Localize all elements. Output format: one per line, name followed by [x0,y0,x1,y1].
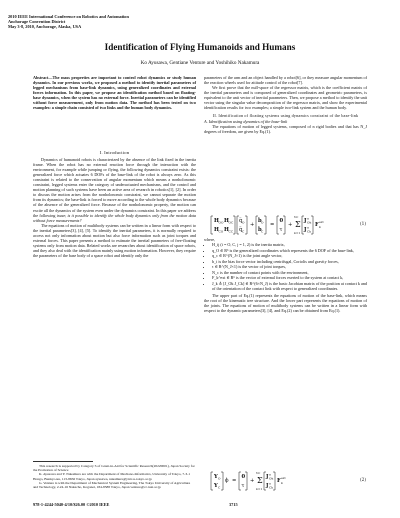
svg-text:Y: Y [214,474,218,480]
svg-text:F: F [315,222,319,228]
equation-1-graphic [210,214,370,236]
conference-header [8,14,129,29]
section-heading-2: II. Identification of floating systems using dynamics constraint of the base-link [212,113,359,119]
header-line-2: Anchorage Convention District [8,19,66,24]
svg-text:T: T [307,226,310,230]
svg-text:b: b [258,218,262,224]
svg-text:O: O [242,220,245,225]
svg-text:F: F [277,478,281,484]
list-item: • H_ij (i = O, C, j = 1, 2) is the inertia matrix, [212,242,367,247]
svg-text:b: b [258,227,262,233]
abstract: Abstract—The mass properties are important to control robot dynamics or study human dynamics. In our previous works, we proposed a method to identify inertial parameters of legged mechanisms from base-link dynamics, using generalized coordinates and external forces information. In this paper, we propose an identification method based on floating-base dynamics, when the system has no external force. Inertial parameters can be identified without force measurement, only from motion data. The method has been tested on two examples: a simple chain consisted of two links and the human body dynamics. [33,75,196,111]
equation-2-number: (2) [360,478,367,483]
list-item: • J_k ≜ [J_Ok J_Ck] ∈ R^(6×N_J) is the basic Jacobian matrix of the position at contact k and of the orientation of the contact link with respect to generalized coordinates. [212,281,367,291]
svg-text:k=1: k=1 [294,231,301,235]
equation-2-graphic [210,470,370,492]
svg-text:=: = [270,222,275,228]
list-item: • F_k^ext ∈ R⁶ is the vector of external forces exerted to the system at contact k, [212,275,367,280]
equation-2 [210,470,370,492]
svg-text:Ck: Ck [307,229,312,234]
svg-text:J: J [266,483,269,489]
paper-authors: Ko Ayusawa, Gentiane Venture and Yoshihiko Nakamura [140,60,260,66]
svg-text:H: H [214,227,219,233]
svg-text:J: J [266,474,269,480]
svg-text:k: k [281,481,283,485]
svg-text:O: O [261,220,264,225]
svg-text:q̈: q̈ [239,218,243,224]
copyright-footer: 978-1-4244-5040-4/10/$26.00 ©2010 IEEE [33,502,110,507]
svg-text:H: H [224,218,229,224]
svg-text:C: C [242,229,245,234]
list-item: • N_c is the number of contact points with the environment, [212,270,367,275]
symbol-definitions [204,242,367,291]
footnote-funding: This research is supported by Category S of Grant-in-Aid for Scientific Research(20220001), Japan Society for the Promotion of Science [33,464,195,473]
where-block [204,237,367,313]
where-label: where, [204,237,216,242]
header-line-3: May 3-8, 2010, Anchorage, Alaska, USA [8,24,82,29]
svg-text:J: J [304,218,307,224]
svg-text:ϕ: ϕ [225,478,229,484]
svg-text:C: C [261,229,264,234]
svg-text:J: J [304,227,307,233]
intro-paragraph-2: The equations of motion of multibody systems can be written in a linear form with respect to the inertial parameters[3], [4], [5]. To identify the inertial parameters, it is normally required to access not only information about motion but also force information such as joint torques and external forces. This paper presents a method to estimate the inertial parameters of free-floating systems only from motion data. Related works are researches about identification of space robots, and they also deal with the identification mainly using motion information. However, they require the parameters of the base body of a space robot and identify only the [33,222,196,258]
list-item: • q_c ∈ R^(N_J×1) is the joint angle vector, [212,253,367,258]
svg-text:k: k [319,225,321,229]
svg-text:Nc: Nc [294,215,299,219]
svg-text:Ck: Ck [269,485,274,490]
footnote-affiliation-1: K. Ayusawa and Y. Nakamura are with the Department of Mechano-Informatics, University of Tokyo, 7-3-1 Hongo, Bunkyo-ku, 113-8656 Tokyo, Japan ayusawa, nakamura@ynl.t.u-tokyo.ac.jp [33,472,190,481]
svg-text:H: H [214,218,219,224]
svg-text:+: + [288,222,293,228]
intro-question: is it possible to identify the whole body dynamics only from the motion data without force measurements? [33,212,196,223]
svg-text:CO: CO [218,229,224,234]
right-paragraph-0: parameters of the arm and an object handled by a robot[6], or they measure angular momentum of the reaction wheels used for attitude control of the robot[7]. [204,75,367,86]
svg-text:T: T [269,473,272,477]
intro-paragraph-1: Dynamics of humanoid robots is characterized by the absence of the link fixed in the inertia frame. When the robot has no external reaction force through the interaction with the environment, for example while jumping or flying, the following dynamics constraint exists: the generalized force which actuates 6 DOFs of the base-link of the robot is always zero. As this constraint is related to the conservation of angular momentum which means a nonholonomic constraint, legged systems enter the category of underactuated mechanisms, and the control and motion planning of such systems have been an active area of research in robotics[1], [2]. In order to discuss the motion arises from the nonholonomic constraint, we cannot separate the motion from its dynamics; the base-link is forced to move according to the whole body dynamics because of the absence of the generalized force. Because of the nonholonomic property, the motion can excite all the dynamics of the system even under the dynamics constraint. In this paper we address the following issue; is it possible to identify the whole body dynamics only from the motion data without force measurements? [33,157,196,223]
list-item: • q_O ∈ R⁶ is the generalized coordinates which represents the 6 DOF of the base-link, [212,248,367,253]
introduction-section [33,150,196,258]
svg-text:Ok: Ok [307,220,312,225]
svg-text:O: O [218,476,221,481]
svg-text:k=1: k=1 [256,487,263,491]
subsection-heading-a: A. Identification using dynamics of the base-link [204,119,288,125]
svg-text:Y: Y [214,483,218,489]
svg-text:+: + [250,222,255,228]
section-heading-introduction: I. Introduction [99,150,130,155]
svg-text:C: C [218,485,221,490]
header-line-1: 2010 IEEE International Conference on Robotics and Automation [8,14,129,19]
paper-title: Identification of Flying Humanoids and Humans [104,42,296,52]
equation-1 [210,214,370,236]
svg-text:Σ: Σ [257,476,263,485]
svg-text:OC: OC [228,220,234,225]
right-paragraph-1: We first prove that the null-space of the regressor matrix, which is the coefficient matrix of the inertial parameters and is composed of generalized coordinates and geometric parameters, is equivalent to the unit vector of inertial parameters. Then, we propose a method to identify the unit vector using the singular value decomposition of the regressor matrix, and show the experimental identification results for two examples; a simple two-link system and the human body. [204,85,367,111]
svg-text:H: H [224,227,229,233]
svg-text:T: T [307,217,310,221]
right-paragraph-2: The equations of motion of legged systems, composed of n rigid bodies and that has N_J degrees of freedom, are given by Eq.(1). [204,124,367,135]
svg-text:Ok: Ok [269,476,274,481]
footnote-affiliation-2: G. Venture is with the Department of Mechanical System Engineering, The Tokyo University of Agriculture and Technology, 2-24-16 Nakacho, Koganei, 184-8588 Tokyo, Japan venture@cc.tuat.ac.jp [33,480,191,490]
footnotes [33,464,196,489]
list-item: • τ ∈ R^(N_J×1) is the vector of joint torques, [212,264,367,269]
svg-text:τ: τ [241,483,245,489]
right-column [204,75,367,135]
svg-text:τ: τ [279,227,283,233]
svg-text:0: 0 [241,474,246,480]
list-item: • b_i is the bias force vector including centrifugal, Coriolis and gravity forces, [212,259,367,264]
svg-text:T: T [269,482,272,486]
footnote-rule [33,461,93,462]
svg-text:OO: OO [218,220,224,225]
svg-text:CC: CC [228,229,234,234]
svg-text:ext: ext [281,476,286,480]
svg-text:0: 0 [279,218,284,224]
right-paragraph-3: The upper part of Eq.(1) represents the equations of motion of the base-link, which means the root of the kinematic tree structure. And the lower part represents the equations of motion of the joints. The equations of motion of multibody systems can be written in a linear form with respect to the dynamic parameters[3], [4], and Eq.(2) can be obtained from Eq.(1). [204,292,367,314]
svg-text:q̈: q̈ [239,227,243,233]
svg-text:+: + [250,478,255,484]
svg-text:Σ: Σ [295,220,301,229]
svg-text:ext: ext [319,220,324,224]
svg-text:=: = [232,478,237,484]
equation-1-number: (1) [360,222,367,227]
svg-text:Nc: Nc [256,471,261,475]
page-number: 3715 [229,502,238,507]
